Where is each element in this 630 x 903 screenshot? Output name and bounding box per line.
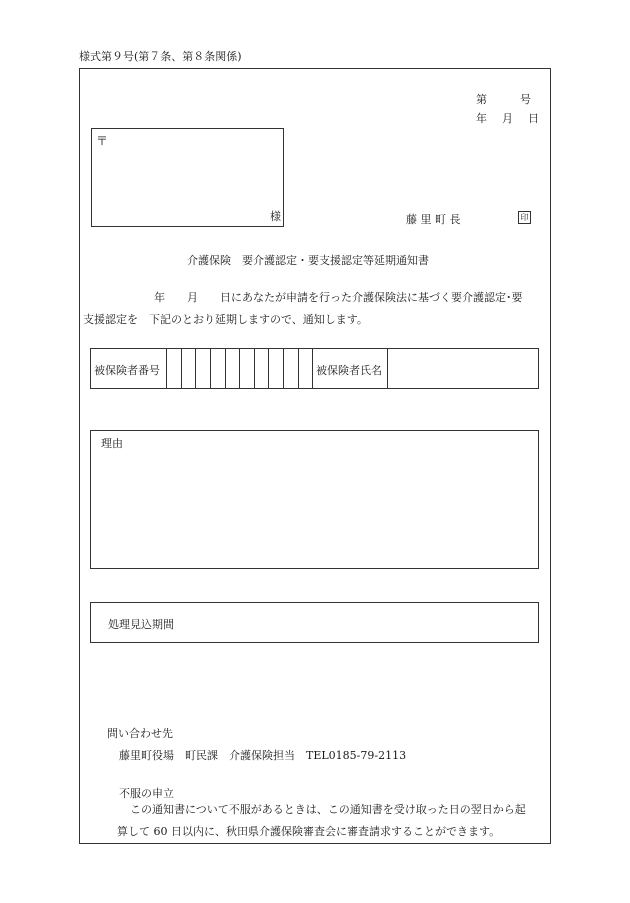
date-label: 年 月 日	[476, 112, 541, 125]
document-title: 介護保険 要介護認定・要支援認定等延期通知書	[187, 254, 429, 267]
appeal-line-2: 算して 60 日以内に、秋田県介護保険審査会に審査請求することができます。	[117, 825, 501, 838]
official-seal-mark: 印	[518, 211, 531, 224]
insured-number-label: 被保険者番号	[94, 364, 160, 377]
appeal-line-1: この通知書について不服があるときは、この通知書を受け取った日の翌日から起	[130, 803, 526, 816]
insured-name-label: 被保険者氏名	[316, 364, 382, 377]
contact-heading: 問い合わせ先	[107, 727, 173, 740]
document-number-label: 第 号	[476, 93, 531, 106]
processing-period-label: 処理見込期間	[108, 618, 174, 631]
postal-mark: 〒	[96, 134, 109, 148]
appeal-heading: 不服の申立	[119, 787, 174, 800]
body-line-1: 年 月 日にあなたが申請を行った介護保険法に基づく要介護認定･要	[154, 291, 523, 304]
issuer: 藤 里 町 長	[406, 213, 461, 226]
body-line-2: 支援認定を 下記のとおり延期しますので、通知します。	[83, 313, 368, 326]
address-box	[91, 128, 284, 227]
insured-table	[90, 348, 539, 389]
form-number: 様式第９号(第７条、第８条関係)	[79, 50, 242, 63]
reason-box	[90, 430, 539, 569]
reason-label: 理由	[101, 437, 123, 450]
addressee-honorific: 様	[270, 210, 281, 223]
processing-period-box	[90, 602, 539, 643]
contact-detail: 藤里町役場 町民課 介護保険担当 TEL0185-79-2113	[119, 749, 407, 762]
